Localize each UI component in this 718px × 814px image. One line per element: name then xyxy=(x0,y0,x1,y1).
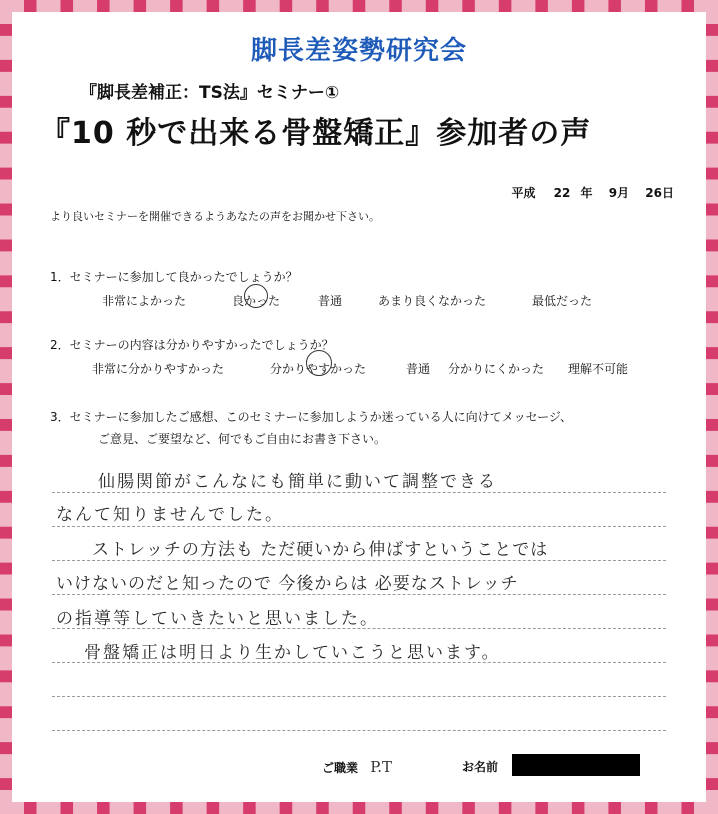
question-3-line-2: ご意見、ご要望など、何でもご自由にお書き下さい。 xyxy=(98,432,387,446)
date-year-unit: 年 xyxy=(580,186,593,200)
seminar-subtitle: 『脚長差補正：TS法』セミナー① xyxy=(80,83,340,103)
q2-selection-circle xyxy=(306,350,332,376)
date-day: 26日 xyxy=(645,186,674,200)
date-month: 9月 xyxy=(608,186,630,200)
redacted-name xyxy=(512,754,640,776)
response-line-3: ストレッチの方法も ただ硬いから伸ばすということでは xyxy=(92,540,549,560)
q2-option-5: 理解不可能 xyxy=(568,362,629,376)
q2-option-4: 分かりにくかった xyxy=(448,362,545,376)
response-line-1: 仙腸関節がこんなにも簡単に動いて調整できる xyxy=(98,472,497,492)
question-3-line-1: 3．セミナーに参加したご感想、このセミナーに参加しようか迷っている人に向けてメッセージ、 xyxy=(50,410,572,424)
date-era: 平成 xyxy=(511,186,536,200)
date-year: 22 xyxy=(553,186,571,200)
occupation-value: P.T xyxy=(370,758,393,776)
writing-line xyxy=(52,696,666,697)
question-2: 2．セミナーの内容は分かりやすかったでしょうか？ xyxy=(50,338,334,352)
occupation-field xyxy=(322,758,392,776)
organization-title: 脚長差姿勢研究会 xyxy=(250,36,467,66)
q2-option-1: 非常に分かりやすかった xyxy=(92,362,225,376)
writing-line xyxy=(52,492,666,493)
response-line-6: 骨盤矯正は明日より生かしていこうと思います。 xyxy=(84,643,501,663)
writing-line xyxy=(52,730,666,731)
q1-option-4: あまり良くなかった xyxy=(378,294,487,308)
occupation-label: ご職業 xyxy=(322,761,359,775)
q1-option-1: 非常によかった xyxy=(102,294,187,308)
q1-option-2: 良かった xyxy=(232,294,281,308)
writing-line xyxy=(52,594,666,595)
response-line-4: いけないのだと知ったので 今後からは 必要なストレッチ xyxy=(56,574,519,594)
intro-text: より良いセミナーを開催できるようあなたの声をお聞かせ下さい。 xyxy=(50,210,380,223)
q1-selection-circle xyxy=(244,284,268,308)
date-line xyxy=(505,184,674,201)
writing-line xyxy=(52,526,666,527)
q2-option-2: 分かりやすかった xyxy=(270,362,367,376)
question-1: 1．セミナーに参加して良かったでしょうか？ xyxy=(50,270,298,284)
response-line-5: の指導等していきたいと思いました。 xyxy=(56,609,379,629)
response-line-2: なんて知りませんでした。 xyxy=(56,505,284,525)
name-label: お名前 xyxy=(462,760,499,774)
q1-option-3: 普通 xyxy=(318,294,343,308)
q2-option-3: 普通 xyxy=(406,362,431,376)
writing-line xyxy=(52,560,666,561)
page-headline: 『10 秒で出来る骨盤矯正』参加者の声 xyxy=(40,116,592,151)
q1-option-5: 最低だった xyxy=(532,294,593,308)
